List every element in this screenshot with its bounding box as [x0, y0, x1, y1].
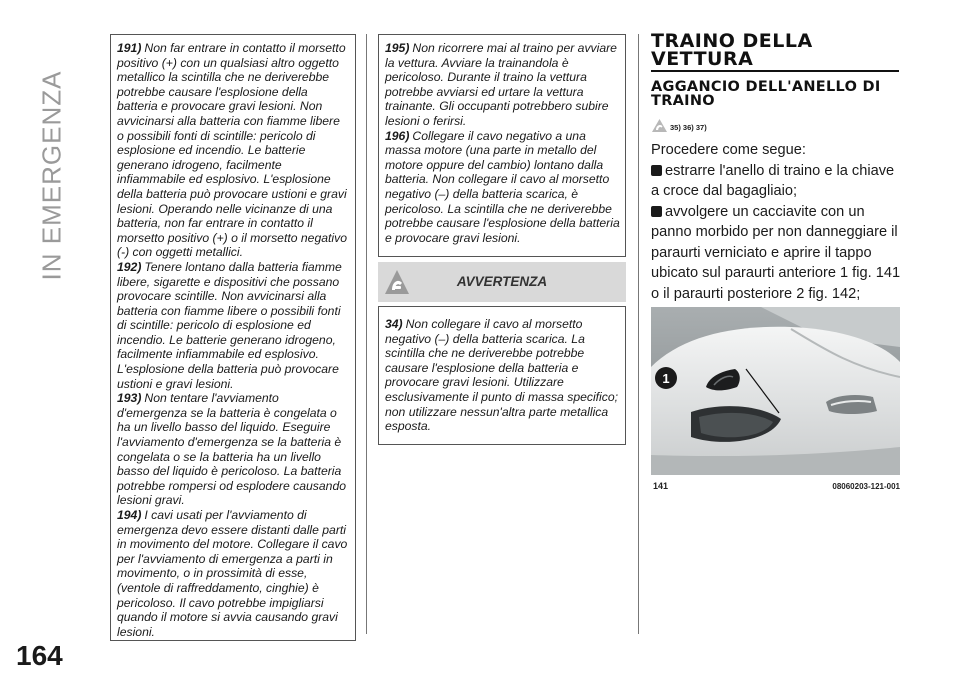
avvertenza-banner [378, 262, 626, 302]
avvertenza-box [378, 306, 626, 445]
heading-aggancio: AGGANCIO DELL'ANELLO DI TRAINO [651, 79, 881, 109]
warning-notes-left [110, 34, 356, 641]
note-193: 193) Non tentare l'avviamento d'emergenza se la batteria è congelata o ha un livello basso del liquido. Eseguire l'avviamento d'emergenza se la batteria è congelata o se la batteria ha un livello basso del liquido è pericoloso. La batteria potrebbe rompersi od esplodere causando lesioni gravi. [117, 391, 347, 508]
figure-141-car-front [651, 307, 900, 475]
column-divider [366, 34, 367, 634]
reference-numbers: 35) 36) 37) [670, 123, 707, 132]
figure-number: 141 [653, 481, 669, 491]
step-1: estrarre l'anello di traino e la chiave a croce dal bagagliaio; [651, 162, 895, 199]
car-front-illustration [651, 307, 900, 475]
avvertenza-title: AVVERTENZA [456, 274, 548, 289]
instructions [651, 140, 903, 304]
heading-rule [651, 70, 899, 72]
page-number: 164 [16, 640, 63, 671]
figure-code: 08060203-121-001 [832, 482, 900, 491]
warning-references [651, 118, 707, 136]
note-195: 195) Non ricorrere mai al traino per avviare la vettura. Avviare la trainandola è pericoloso. Durante il traino la vettura potrebbe avviarsi ed urtare la vettura trainante. Gli occupanti potrebbero subire lesioni o ferirsi. [385, 41, 617, 128]
note-191: 191) Non far entrare in contatto il morsetto positivo (+) con un qualsiasi altro oggetto metallico la scintilla che ne deriverebbe potrebbe causare l'esplosione della batteria e provocare gravi lesioni. Non avvicinarsi alla batteria con fiamme libere o possibili fonti di scintille: pericolo di esplosione ed incendio. Le batterie generano idrogeno, facilmente infiammabile ed esplosivo. L'esplosione della batteria può provocare ustioni e gravi lesioni. Operando nelle vicinanze di una batteria, non far entrare in contatto il morsetto positivo (+) o il morsetto negativo (-) con oggetti metallici. [117, 41, 347, 260]
note-34: 34) Non collegare il cavo al morsetto negativo (–) della batteria scarica. La scintilla che ne deriverebbe potrebbe causare l'esplosione della batteria e provocare gravi lesioni. Utilizzare esclusivamente il punto di massa specifico; non utilizzare nessun'altra parte metallica esposta. [385, 317, 619, 434]
warning-notes-middle [378, 34, 626, 257]
column-divider [638, 34, 639, 634]
intro-text: Procedere come segue: [651, 142, 806, 158]
heading-traino: TRAINO DELLA VETTURA [651, 30, 813, 70]
bullet-icon [651, 206, 662, 217]
step-2: avvolgere un cacciavite con un panno morbido per non danneggiare il paraurti verniciato e aprire il tappo ubicato sul paraurti anteriore 1 fig. 141 o il paraurti posteriore 2 fig. 142; [651, 203, 901, 302]
callout-number: 1 [662, 371, 670, 386]
note-194: 194) I cavi usati per l'avviamento di emergenza devo essere distanti dalle parti in movimento del motore. Collegare il cavo per l'avviamento di emergenza a parti in movimento, o in prossimità di esse, (ventole di raffreddamento, cinghie) è pericoloso. Il cavo potrebbe impigliarsi quando il motore si avvia causando gravi lesioni. [117, 508, 348, 639]
section-label: IN EMERGENZA [36, 70, 67, 281]
warning-triangle-icon [651, 118, 668, 133]
figure-caption [651, 478, 900, 494]
bullet-icon [651, 165, 662, 176]
note-192: 192) Tenere lontano dalla batteria fiamme libere, sigarette e dispositivi che possano provocare scintille. Non avvicinarsi alla batteria con fiamme libere o possibili fonti di scintille: pericolo di esplosione ed incendio. Le batterie generano idrogeno, facilmente infiammabile ed esplosivo. L'esplosione della batteria può provocare ustioni e gravi lesioni. [117, 259, 342, 391]
note-196: 196) Collegare il cavo negativo a una massa motore (una parte in metallo del motore oppure del cambio) lontano dalla batteria. Non collegare il cavo al morsetto negativo (–) della batteria scarica, è pericoloso. La scintilla che ne deriverebbe potrebbe causare l'esplosione della batteria e provocare gravi lesioni. [385, 128, 620, 245]
